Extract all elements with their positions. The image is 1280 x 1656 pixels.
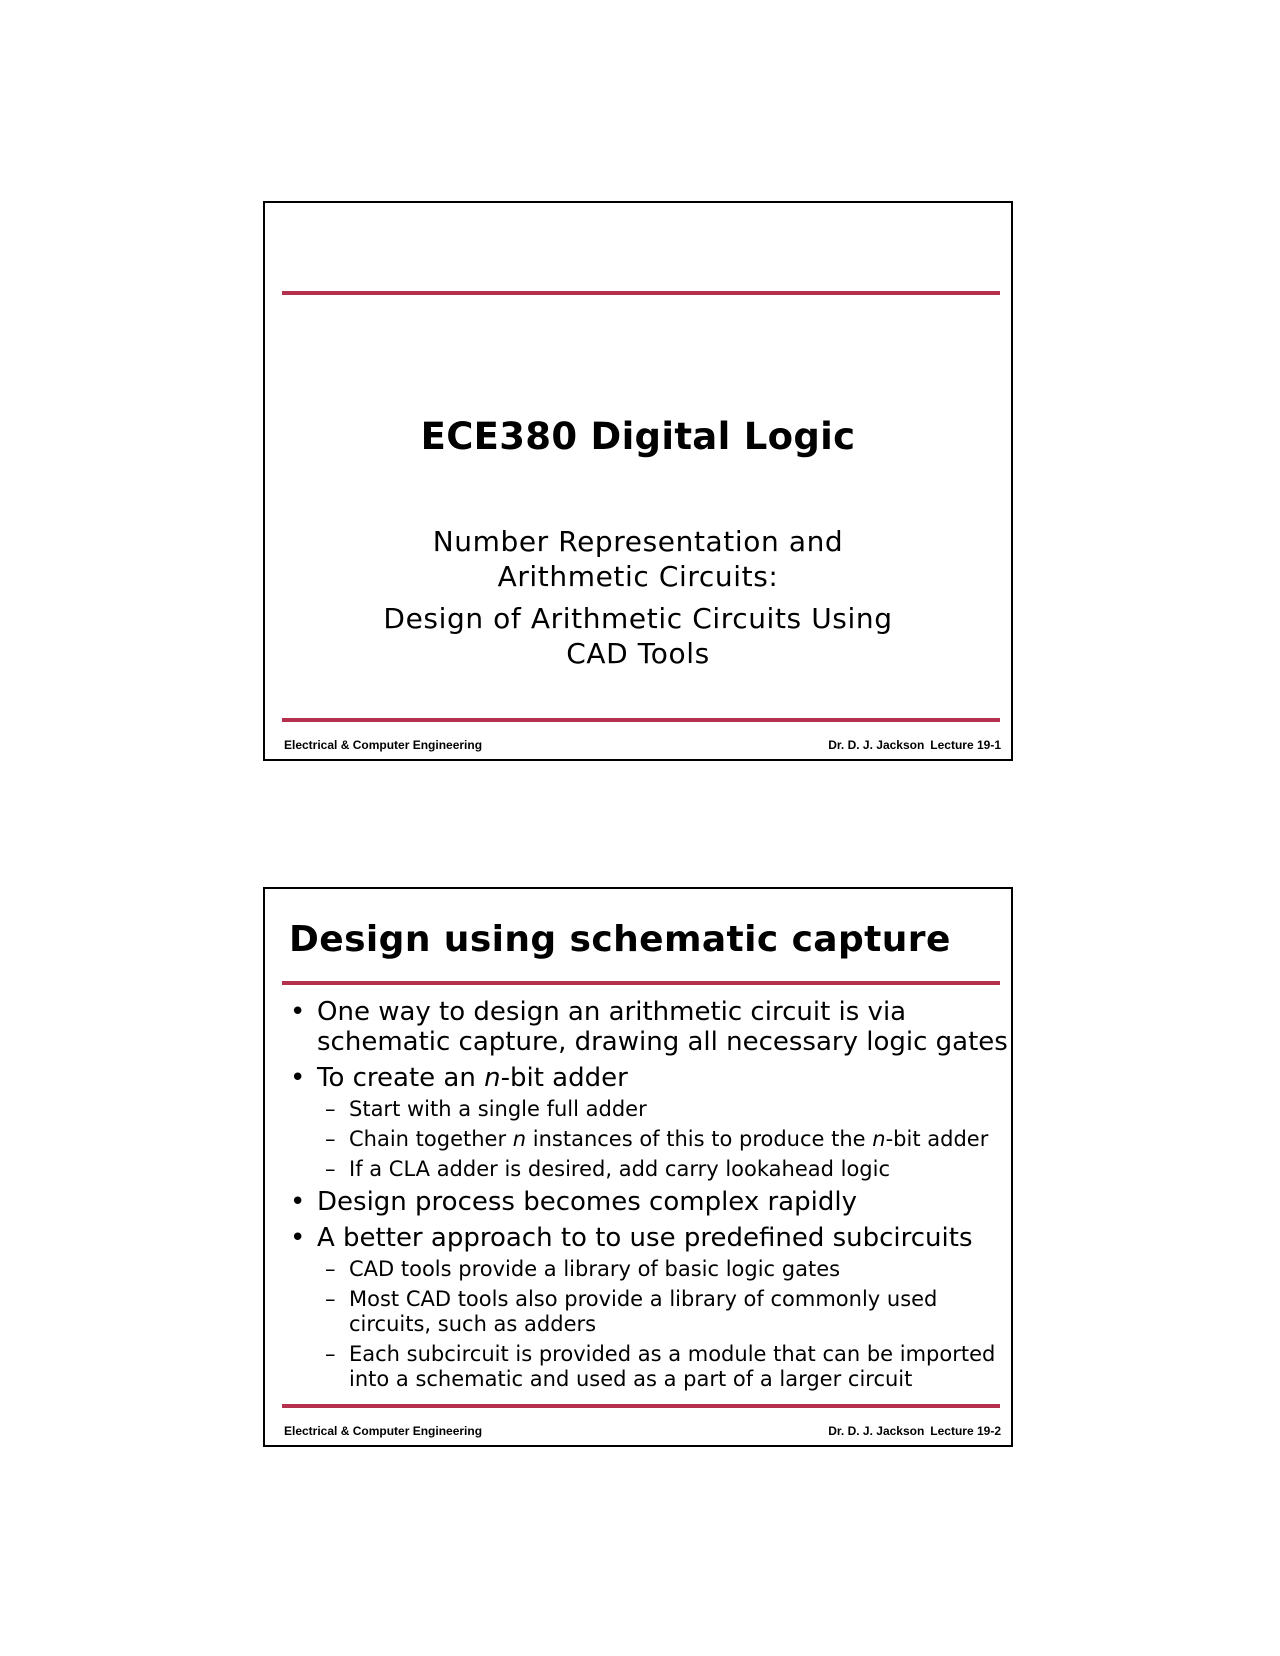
sub-bullet-text: If a CLA adder is desired, add carry lookahead logic [349,1157,891,1181]
sub-bullet-item [289,1127,1003,1152]
bullet-item [289,1187,1003,1217]
bullet-line: schematic capture, drawing all necessary logic gates [317,1027,1008,1057]
sub-bullet-marker: – [325,1342,336,1366]
sub-bullet-text: Chain together [349,1127,513,1151]
sub-bullet-item [289,1157,1003,1182]
slide-title: ECE380 Digital Logic [420,415,856,458]
sub-bullet-variable: n [512,1127,527,1151]
footer-rule [282,718,1000,722]
sub-bullet-line: into a schematic and used as a part of a larger circuit [349,1367,913,1391]
bullet-variable: n [484,1063,501,1093]
bullet-marker: • [290,1187,306,1217]
sub-bullet-list [289,1257,1003,1392]
slide-title: Design using schematic capture [289,919,951,960]
bullet-text: A better approach to to use predefined subcircuits [317,1223,973,1253]
footer-info [828,1424,1001,1438]
slide-2 [263,887,1013,1447]
sub-bullet-item [289,1342,1003,1392]
sub-bullet-marker: – [325,1157,336,1181]
footer-author: Dr. D. J. Jackson [828,1424,925,1438]
bullet-marker: • [290,1223,306,1253]
sub-bullet-line: Most CAD tools also provide a library of commonly used [349,1287,938,1311]
subtitle-line: Design of Arithmetic Circuits Using [383,602,893,635]
slide-1 [263,201,1013,761]
sub-bullet-variable: n [872,1127,886,1151]
footer-author: Dr. D. J. Jackson [828,738,925,752]
sub-bullet-text: -bit adder [885,1127,989,1151]
sub-bullet-marker: – [325,1097,336,1121]
slide-subtitle [265,524,1011,594]
sub-bullet-marker: – [325,1287,336,1311]
bullet-text: To create an [317,1063,485,1093]
bullet-marker: • [290,1063,306,1093]
sub-bullet-marker: – [325,1257,336,1281]
sub-bullet-item [289,1257,1003,1282]
bullet-item [289,997,1008,1057]
footer-info [828,738,1001,752]
footer-rule [282,1404,1000,1408]
slide-footer [284,738,1001,752]
subtitle-line: Arithmetic Circuits: [497,560,779,593]
footer-lecture: Lecture 19-1 [930,738,1001,752]
bullet-marker: • [290,997,306,1027]
footer-department: Electrical & Computer Engineering [284,1424,483,1438]
bullet-line: One way to design an arithmetic circuit is via [317,997,907,1027]
sub-bullet-text: Start with a single full adder [349,1097,647,1121]
header-rule [282,291,1000,295]
bullet-item [289,1223,1003,1253]
slide-footer [284,1424,1001,1438]
bullet-text: Design process becomes complex rapidly [317,1187,857,1217]
subtitle-line: CAD Tools [566,637,710,670]
subtitle-line: Number Representation and [432,525,844,558]
sub-bullet-list [289,1097,1003,1182]
slide-subtitle [265,601,1011,671]
sub-bullet-text: CAD tools provide a library of basic logic gates [349,1257,841,1281]
bullet-text: -bit adder [500,1063,628,1093]
footer-department: Electrical & Computer Engineering [284,738,483,752]
sub-bullet-item [289,1287,1003,1337]
header-rule [282,981,1000,985]
sub-bullet-line: Each subcircuit is provided as a module that can be imported [349,1342,996,1366]
footer-lecture: Lecture 19-2 [930,1424,1001,1438]
bullet-item [289,1063,1003,1093]
sub-bullet-line: circuits, such as adders [349,1312,597,1336]
bullet-list [289,997,1008,1397]
sub-bullet-text: instances of this to produce the [526,1127,873,1151]
sub-bullet-item [289,1097,1003,1122]
sub-bullet-marker: – [325,1127,336,1151]
